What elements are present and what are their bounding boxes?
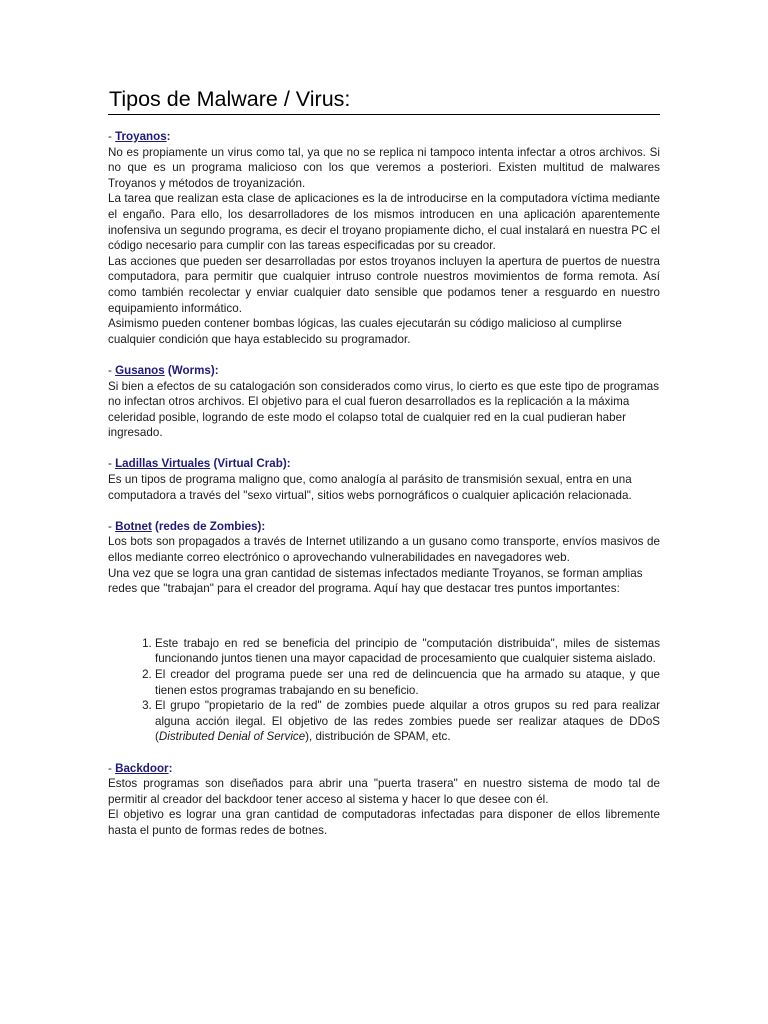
spacer <box>108 503 660 519</box>
heading-subtitle: (Worms): <box>164 363 219 377</box>
term-link-backdoor[interactable]: Backdoor <box>115 761 169 775</box>
paragraph: El objetivo es lograr una gran cantidad de computadoras infectadas para disponer de ellos libremente hasta el punto de formas redes de botnes. <box>108 808 660 837</box>
heading-subtitle: (redes de Zombies): <box>151 519 266 533</box>
paragraph: Estos programas son diseñados para abrir una "puerta trasera" en nuestro sistema de modo tal de permitir al creador del backdoor tener acceso al sistema y hacer lo que desee con él. <box>108 777 660 806</box>
section-botnet <box>108 519 660 745</box>
paragraph: Asimismo pueden contener bombas lógicas, las cuales ejecutarán su código malicioso al cumplirse cualquier condición que haya establecido su programador. <box>108 317 622 346</box>
numbered-list <box>108 636 660 745</box>
list-item-text: ), distribución de SPAM, etc. <box>305 730 451 744</box>
spacer <box>108 115 660 129</box>
paragraph: Una vez que se logra una gran cantidad de sistemas infectados mediante Troyanos, se forman amplias redes que "trabajan" para el creador del programa. Aquí hay que destacar tres puntos importantes: <box>108 566 643 596</box>
spacer <box>108 441 660 457</box>
paragraph: Los bots son propagados a través de Internet utilizando a un gusano como transporte, envíos masivos de ellos mediante correo electrónico o aprovechando vulnerabilidades en navegadores web. <box>108 535 660 565</box>
paragraph: La tarea que realizan esta clase de aplicaciones es la de introducirse en la computadora víctima mediante el engaño. Para ello, los desarrolladores de los mismos introducen en una aplicación aparentemente inofensiva un segundo programa, es decir el troyano propiamente dicho, el cual instalará en nuestra PC el código necesario para cumplir con las tareas especificadas por su creador. <box>108 192 660 253</box>
section-backdoor <box>108 761 660 839</box>
paragraph: Es un tipos de programa maligno que, como analogía al parásito de transmisión sexual, entra en una computadora a través del "sexo virtual", sitios webs pornográficos o cualquier aplicación relacionada. <box>108 473 632 502</box>
section-heading <box>108 129 660 145</box>
heading-dash: - <box>108 363 116 377</box>
term-link-troyanos[interactable]: Troyanos <box>115 130 167 143</box>
list-item: 1. Este trabajo en red se beneficia del principio de "computación distribuida", miles de sistemas funcionando juntos tienen una mayor capacidad de procesamiento que cualquier sistema aislado. <box>155 636 660 667</box>
spacer <box>108 347 660 363</box>
list-item-emphasis: Distributed Denial of Service <box>158 730 306 744</box>
heading-dash: - <box>108 457 116 471</box>
spacer <box>108 597 660 636</box>
list-item-text: El grupo "propietario de la red" de zombies puede alquilar a otros grupos su red para realizar alguna acción ilegal. El objetivo de las redes zombies puede ser realizar ataques de DDoS ( <box>155 699 660 744</box>
section-ladillas-virtuales <box>108 456 660 503</box>
heading-dash: - <box>108 130 116 143</box>
section-heading <box>108 456 660 472</box>
document-page <box>108 86 660 839</box>
section-gusanos <box>108 363 660 441</box>
section-heading <box>108 761 660 777</box>
heading-colon: : <box>166 130 171 143</box>
section-heading <box>108 519 660 535</box>
spacer <box>108 745 660 761</box>
term-link-gusanos[interactable]: Gusanos <box>115 363 165 377</box>
heading-dash: - <box>108 761 116 775</box>
term-link-botnet[interactable]: Botnet <box>115 519 152 533</box>
section-troyanos <box>108 129 660 347</box>
list-item <box>155 698 660 745</box>
heading-dash: - <box>108 519 116 533</box>
term-link-ladillas-virtuales[interactable]: Ladillas Virtuales <box>115 457 211 471</box>
paragraph: Si bien a efectos de su catalogación son considerados como virus, lo cierto es que este tipo de programas no infectan otros archivos. El objetivo para el cual fueron desarrollados es la replicación a la máxima celeridad posible, logrando de este modo el colapso total de cualquier red en la cual pudieran haber ingresado. <box>108 379 660 440</box>
heading-colon: : <box>168 761 173 775</box>
list-item: 2. El creador del programa puede ser una red de delincuencia que ha armado su ataque, y que tienen estos programas trabajando en su beneficio. <box>155 667 660 698</box>
page-title: Tipos de Malware / Virus: <box>108 86 660 115</box>
paragraph: Las acciones que pueden ser desarrolladas por estos troyanos incluyen la apertura de puertos de nuestra computadora, para permitir que cualquier intruso controle nuestros movimientos de forma remota. Así como también recolectar y enviar cualquier dato sensible que podamos tener a resguardo en nuestro equipamiento informático. <box>108 254 660 315</box>
paragraph: No es propiamente un virus como tal, ya que no se replica ni tampoco intenta infectar a otros archivos. Si no que es un programa malicioso con los que veremos a posteriori. Existen multitud de malwares Troyanos y métodos de troyanización. <box>108 145 660 190</box>
section-heading <box>108 363 660 379</box>
heading-subtitle: (Virtual Crab): <box>210 457 291 471</box>
